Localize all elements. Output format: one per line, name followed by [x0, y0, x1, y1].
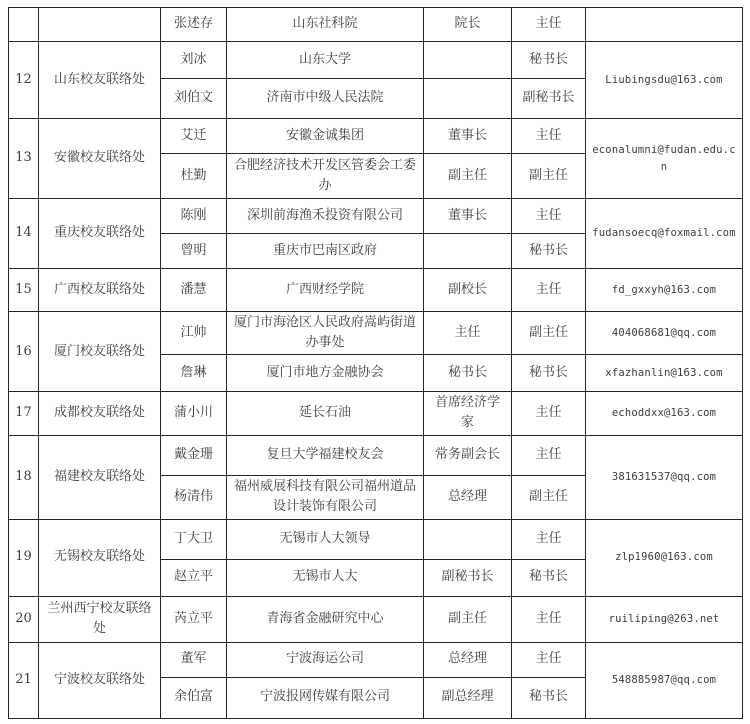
- row-number-cell: 18: [9, 435, 39, 519]
- position-cell: 董事长: [424, 199, 512, 234]
- position-cell: 秘书长: [424, 355, 512, 392]
- person-name-cell: 董军: [161, 642, 227, 677]
- person-name-cell: 刘伯文: [161, 79, 227, 119]
- role-cell: 副主任: [512, 312, 586, 355]
- alumni-liaison-table: [8, 7, 743, 719]
- person-name-cell: 余伯富: [161, 677, 227, 718]
- position-cell: [424, 234, 512, 269]
- role-cell: 主任: [512, 8, 586, 42]
- office-cell: 重庆校友联络处: [39, 199, 161, 269]
- position-cell: 董事长: [424, 119, 512, 154]
- office-cell: 广西校友联络处: [39, 269, 161, 312]
- office-cell: 安徽校友联络处: [39, 119, 161, 199]
- organization-cell: 宁波海运公司: [227, 642, 424, 677]
- office-cell: 福建校友联络处: [39, 435, 161, 519]
- person-name-cell: 曾明: [161, 234, 227, 269]
- email-cell: zlp1960@163.com: [586, 519, 743, 596]
- email-cell: 548885987@qq.com: [586, 642, 743, 718]
- email-cell: 404068681@qq.com: [586, 312, 743, 355]
- person-name-cell: 丁大卫: [161, 519, 227, 559]
- table-row: [9, 42, 743, 79]
- table-row: [9, 596, 743, 642]
- office-cell: 成都校友联络处: [39, 392, 161, 435]
- position-cell: [424, 42, 512, 79]
- position-cell: 副总经理: [424, 677, 512, 718]
- role-cell: 主任: [512, 199, 586, 234]
- email-cell: [586, 8, 743, 42]
- table-row: [9, 269, 743, 312]
- organization-cell: 青海省金融研究中心: [227, 596, 424, 642]
- table-row: [9, 392, 743, 435]
- office-cell: 无锡校友联络处: [39, 519, 161, 596]
- organization-cell: 无锡市人大: [227, 559, 424, 596]
- organization-cell: 厦门市地方金融协会: [227, 355, 424, 392]
- role-cell: 主任: [512, 269, 586, 312]
- organization-cell: 宁波报网传媒有限公司: [227, 677, 424, 718]
- person-name-cell: 赵立平: [161, 559, 227, 596]
- table-row: [9, 312, 743, 355]
- position-cell: 总经理: [424, 475, 512, 519]
- table-row: [9, 435, 743, 475]
- email-cell: fd_gxxyh@163.com: [586, 269, 743, 312]
- email-cell: echoddxx@163.com: [586, 392, 743, 435]
- email-cell: Liubingsdu@163.com: [586, 42, 743, 119]
- email-cell: fudansoecq@foxmail.com: [586, 199, 743, 269]
- position-cell: [424, 79, 512, 119]
- row-number-cell: [9, 8, 39, 42]
- position-cell: 院长: [424, 8, 512, 42]
- position-cell: 主任: [424, 312, 512, 355]
- office-cell: [39, 8, 161, 42]
- position-cell: 首席经济学家: [424, 392, 512, 435]
- organization-cell: 厦门市海沧区人民政府嵩屿街道办事处: [227, 312, 424, 355]
- person-name-cell: 艾迁: [161, 119, 227, 154]
- email-cell: xfazhanlin@163.com: [586, 355, 743, 392]
- organization-cell: 山东大学: [227, 42, 424, 79]
- person-name-cell: 刘冰: [161, 42, 227, 79]
- organization-cell: 重庆市巴南区政府: [227, 234, 424, 269]
- person-name-cell: 潘慧: [161, 269, 227, 312]
- table-row: [9, 8, 743, 42]
- office-cell: 宁波校友联络处: [39, 642, 161, 718]
- table-row: [9, 119, 743, 154]
- role-cell: 秘书长: [512, 42, 586, 79]
- row-number-cell: 21: [9, 642, 39, 718]
- position-cell: [424, 519, 512, 559]
- organization-cell: 延长石油: [227, 392, 424, 435]
- person-name-cell: 戴金珊: [161, 435, 227, 475]
- organization-cell: 安徽金诚集团: [227, 119, 424, 154]
- row-number-cell: 19: [9, 519, 39, 596]
- organization-cell: 复旦大学福建校友会: [227, 435, 424, 475]
- role-cell: 副主任: [512, 475, 586, 519]
- organization-cell: 山东社科院: [227, 8, 424, 42]
- office-cell: 兰州西宁校友联络处: [39, 596, 161, 642]
- person-name-cell: 张述存: [161, 8, 227, 42]
- row-number-cell: 20: [9, 596, 39, 642]
- role-cell: 副主任: [512, 154, 586, 199]
- table-row: [9, 199, 743, 234]
- row-number-cell: 14: [9, 199, 39, 269]
- row-number-cell: 17: [9, 392, 39, 435]
- role-cell: 主任: [512, 435, 586, 475]
- organization-cell: 福州威展科技有限公司福州道品设计装饰有限公司: [227, 475, 424, 519]
- organization-cell: 广西财经学院: [227, 269, 424, 312]
- person-name-cell: 杨清伟: [161, 475, 227, 519]
- email-cell: 381631537@qq.com: [586, 435, 743, 519]
- role-cell: 秘书长: [512, 355, 586, 392]
- row-number-cell: 13: [9, 119, 39, 199]
- person-name-cell: 杜勤: [161, 154, 227, 199]
- role-cell: 主任: [512, 642, 586, 677]
- role-cell: 主任: [512, 392, 586, 435]
- person-name-cell: 蒲小川: [161, 392, 227, 435]
- organization-cell: 合肥经济技术开发区管委会工委办: [227, 154, 424, 199]
- role-cell: 副秘书长: [512, 79, 586, 119]
- role-cell: 秘书长: [512, 559, 586, 596]
- office-cell: 山东校友联络处: [39, 42, 161, 119]
- position-cell: 副主任: [424, 154, 512, 199]
- position-cell: 总经理: [424, 642, 512, 677]
- organization-cell: 深圳前海渔禾投资有限公司: [227, 199, 424, 234]
- row-number-cell: 16: [9, 312, 39, 392]
- person-name-cell: 陈刚: [161, 199, 227, 234]
- position-cell: 常务副会长: [424, 435, 512, 475]
- position-cell: 副主任: [424, 596, 512, 642]
- email-cell: econalumni@fudan.edu.cn: [586, 119, 743, 199]
- role-cell: 主任: [512, 119, 586, 154]
- office-cell: 厦门校友联络处: [39, 312, 161, 392]
- table-row: [9, 519, 743, 559]
- person-name-cell: 芮立平: [161, 596, 227, 642]
- role-cell: 主任: [512, 519, 586, 559]
- role-cell: 秘书长: [512, 677, 586, 718]
- role-cell: 秘书长: [512, 234, 586, 269]
- person-name-cell: 詹琳: [161, 355, 227, 392]
- table-row: [9, 642, 743, 677]
- person-name-cell: 江帅: [161, 312, 227, 355]
- position-cell: 副校长: [424, 269, 512, 312]
- role-cell: 主任: [512, 596, 586, 642]
- row-number-cell: 12: [9, 42, 39, 119]
- organization-cell: 无锡市人大领导: [227, 519, 424, 559]
- position-cell: 副秘书长: [424, 559, 512, 596]
- email-cell: ruiliping@263.net: [586, 596, 743, 642]
- row-number-cell: 15: [9, 269, 39, 312]
- organization-cell: 济南市中级人民法院: [227, 79, 424, 119]
